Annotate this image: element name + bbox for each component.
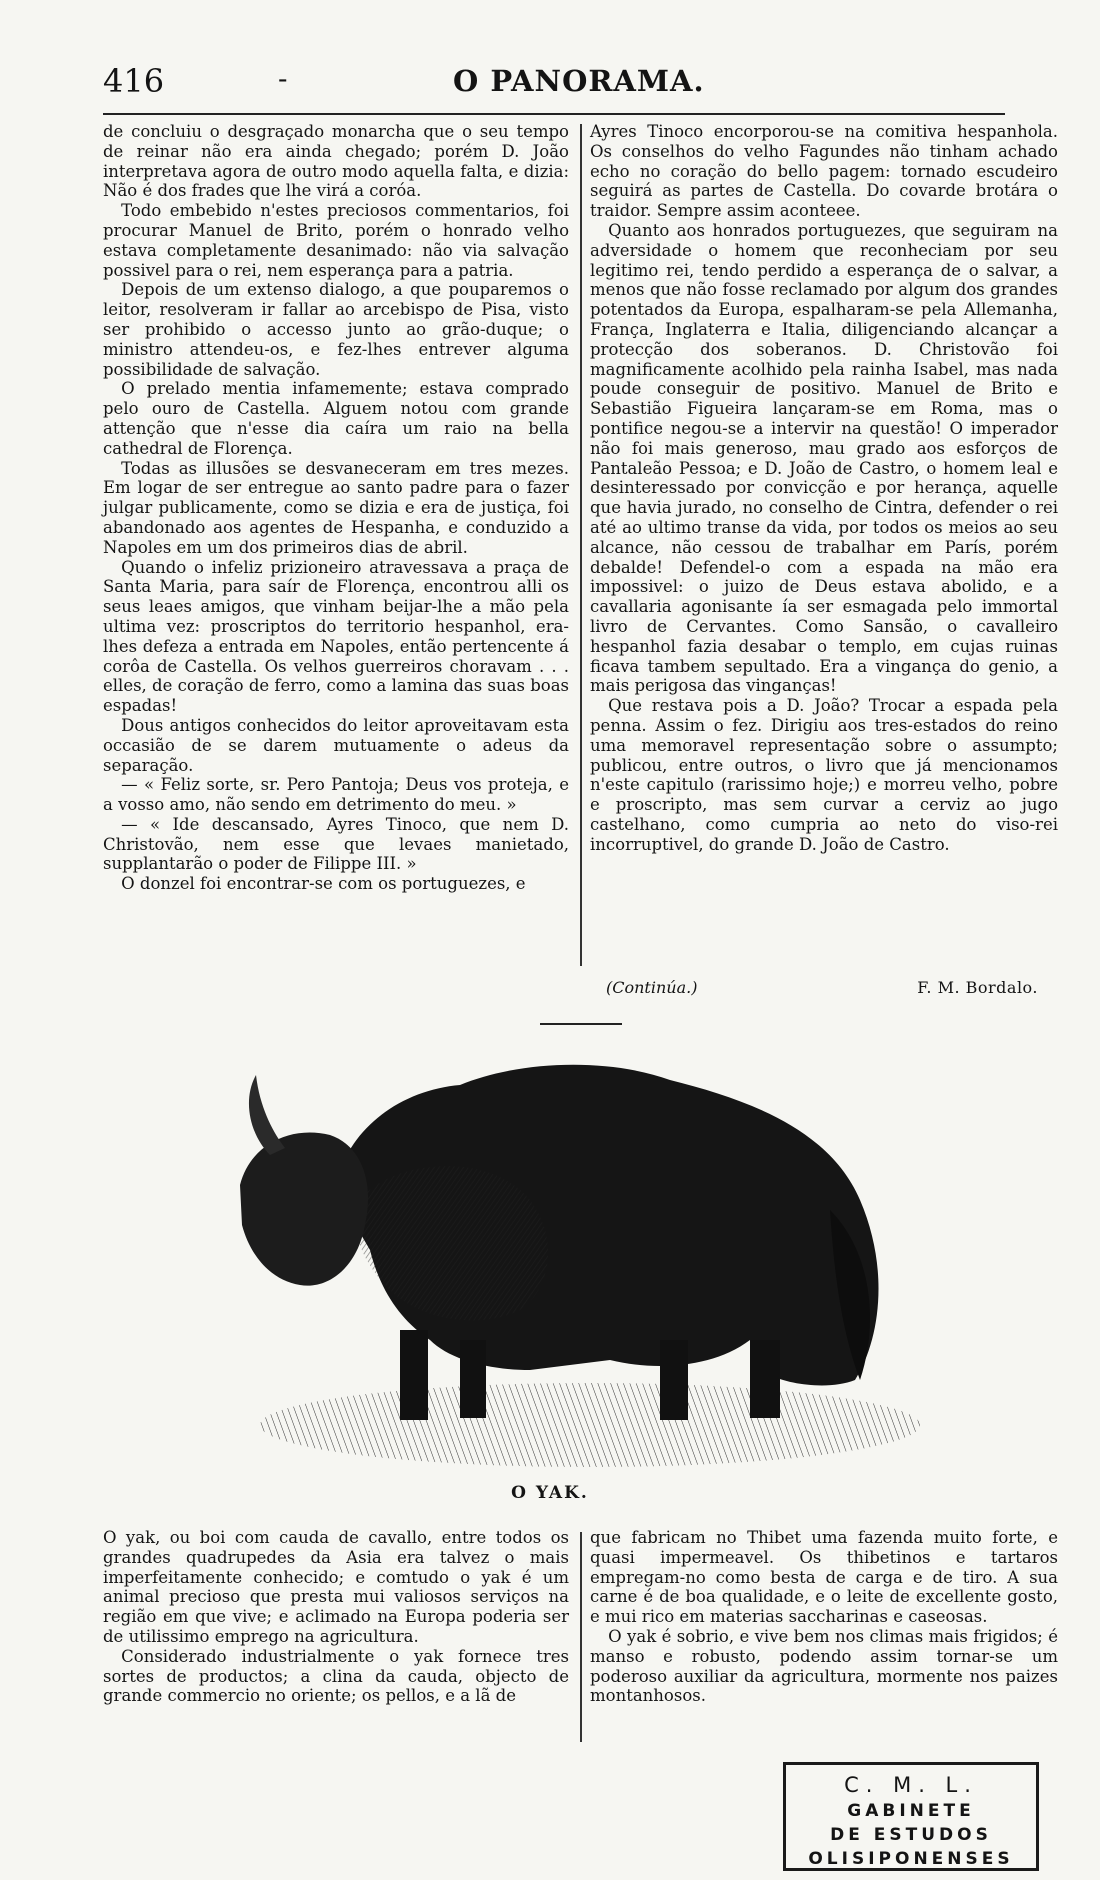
paragraph: que fabricam no Thibet uma fazenda muito forte, e quasi impermeavel. Os thibetinos e tartaros empregam-no como besta de carga e de tiro. A sua carne é de boa qualidade, e o leite de excellente gosto, e mui rico em materias saccharinas e caseosas. <box>590 1528 1058 1627</box>
paragraph: O yak é sobrio, e vive bem nos climas mais frigidos; é manso e robusto, podendo assim tornar-se um poderoso auxiliar da agricultura, mormente nos paizes montanhosos. <box>590 1626 1058 1706</box>
stamp-line: GABINETE <box>847 1801 975 1821</box>
stamp-line: C. M. L. <box>844 1773 978 1797</box>
paragraph: O prelado mentia infamemente; estava comprado pelo ouro de Castella. Alguem notou com grande attenção que n'esse dia caíra um raio na bella cathedral de Florença. <box>103 379 569 458</box>
paragraph: Depois de um extenso dialogo, a que pouparemos o leitor, resolveram ir fallar ao arcebispo de Pisa, visto ser prohibido o accesso junto ao grão-duque; o ministro attendeu-os, e fez-lhes entrever alguma possibilidade de salvação. <box>103 280 569 379</box>
paragraph: Todo embebido n'estes preciosos commentarios, foi procurar Manuel de Brito, porém o honrado velho estava completamente desanimado: não via salvação possivel para o rei, nem esperança para a patria. <box>103 201 569 280</box>
column-divider <box>580 1532 582 1742</box>
continua-note: (Continúa.) <box>606 978 698 997</box>
illustration-caption: O YAK. <box>511 1483 589 1503</box>
yak-engraving <box>230 1040 930 1475</box>
paragraph: Todas as illusões se desvaneceram em tres mezes. Em logar de ser entregue ao santo padre para o fazer julgar publicamente, como se dizia e era de justiça, foi abandonado aos agentes de Hespanha, e conduzido a Napoles em um dos primeiros dias de abril. <box>103 458 569 557</box>
header-rule <box>103 113 1005 115</box>
paragraph: — « Ide descansado, Ayres Tinoco, que nem D. Christovão, nem esse que levaes manietado, supplantarão o poder de Filippe III. » <box>103 814 569 874</box>
section-rule <box>540 1023 622 1025</box>
yak-article-left <box>103 1528 569 1706</box>
paragraph: Quando o infeliz prizioneiro atravessava a praça de Santa Maria, para saír de Florença, encontrou alli os seus leaes amigos, que vinham beijar-lhe a mão pela ultima vez: proscriptos do territorio hespanhol, era-lhes defeza a entrada em Napoles, então pertencente á corôa de Castella. Os velhos guerreiros choravam . . . elles, de coração de ferro, como a lamina das suas boas espadas! <box>103 557 569 716</box>
paragraph: Que restava pois a D. João? Trocar a espada pela penna. Assim o fez. Dirigiu aos tres-estados do reino uma memoravel representação sobre o assumpto; publicou, entre outros, o livro que já mencionamos n'este capitulo (rarissimo hoje;) e morreu velho, pobre e proscripto, mas sem curvar a cerviz ao jugo castelhano, como cumpria ao neto do viso-rei incorruptivel, do grande D. João de Castro. <box>590 696 1058 854</box>
header-dash: - <box>278 62 288 95</box>
page-number: 416 <box>103 62 165 100</box>
paragraph: Quanto aos honrados portuguezes, que seguiram na adversidade o homem que reconheciam por seu legitimo rei, tendo perdido a esperança de o salvar, a menos que não fosse reclamado por algum dos grandes potentados da Europa, espalharam-se pela Allemanha, França, Inglaterra e Italia, diligenciando alcançar a protecção dos soberanos. D. Christovão foi magnificamente acolhido pela rainha Isabel, mas nada poude conseguir de positivo. Manuel de Brito e Sebastião Figueira lançaram-se em Roma, mas o pontifice negou-se a intervir na questão! O imperador não foi mais generoso, mau grado aos esforços de Pantaleão Pessoa; e D. João de Castro, o homem leal e desinteressado por convicção e por herança, aquelle que havia jurado, no conselho de Cintra, defender o rei até ao ultimo transe da vida, por todos os meios ao seu alcance, não cessou de trabalhar em París, porém debalde! Defendel-o com a espada na mão era impossivel: o juizo de Deus estava abolido, e a cavallaria agonisante ía ser esmagada pelo immortal livro de Cervantes. Como Sansão, o cavalleiro hespanhol fazia desabar o templo, em cujas ruinas ficava tambem sepultado. Era a vingança do genio, a mais perigosa das vinganças! <box>590 220 1058 696</box>
yak-leg <box>460 1340 486 1418</box>
yak-leg <box>400 1330 428 1420</box>
right-column <box>590 122 1058 854</box>
paragraph: — « Feliz sorte, sr. Pero Pantoja; Deus vos proteja, e a vosso amo, não sendo em detrimento do meu. » <box>103 775 569 815</box>
yak-leg <box>660 1340 688 1420</box>
yak-fur-texture <box>356 1166 548 1320</box>
author-signature: F. M. Bordalo. <box>917 978 1038 997</box>
left-column <box>103 122 569 894</box>
yak-horn <box>249 1075 285 1155</box>
column-divider <box>580 124 582 966</box>
ground-shadow <box>260 1383 920 1467</box>
paragraph: Ayres Tinoco encorporou-se na comitiva hespanhola. Os conselhos do velho Fagundes não tinham achado echo no coração do bello pagem: tornado escudeiro seguirá as partes de Castella. Do covarde brotára o traidor. Sempre assim aconteee. <box>590 122 1058 221</box>
paragraph: Dous antigos conhecidos do leitor aproveitavam esta occasião de se darem mutuamente o adeus da separação. <box>103 715 569 775</box>
yak-leg <box>750 1340 780 1418</box>
paragraph: O donzel foi encontrar-se com os portuguezes, e <box>121 874 526 894</box>
yak-head <box>240 1132 368 1285</box>
paragraph: de concluiu o desgraçado monarcha que o seu tempo de reinar não era ainda chegado; porém D. João interpretava agora de outro modo aquella falta, e dizia: Não é dos frades que lhe virá a coróa. <box>103 122 569 201</box>
signature-row <box>598 978 1038 1004</box>
stamp-line: OLISIPONENSES <box>808 1849 1014 1869</box>
paragraph: Considerado industrialmente o yak fornece tres sortes de productos; a clina da cauda, objecto de grande commercio no oriente; os pellos, e a lã de <box>103 1646 569 1706</box>
yak-article-right <box>590 1528 1058 1706</box>
publication-title: O PANORAMA. <box>453 64 705 98</box>
page-header <box>103 62 1008 108</box>
stamp-line: DE ESTUDOS <box>830 1825 992 1845</box>
library-stamp <box>783 1762 1039 1871</box>
paragraph: O yak, ou boi com cauda de cavallo, entre todos os grandes quadrupedes da Asia era talvez o mais imperfeitamente conhecido; e comtudo o yak é um animal precioso que presta mui valiosos serviços na região em que vive; e aclimado na Europa poderia ser de utilissimo emprego na agricultura. <box>103 1528 569 1646</box>
